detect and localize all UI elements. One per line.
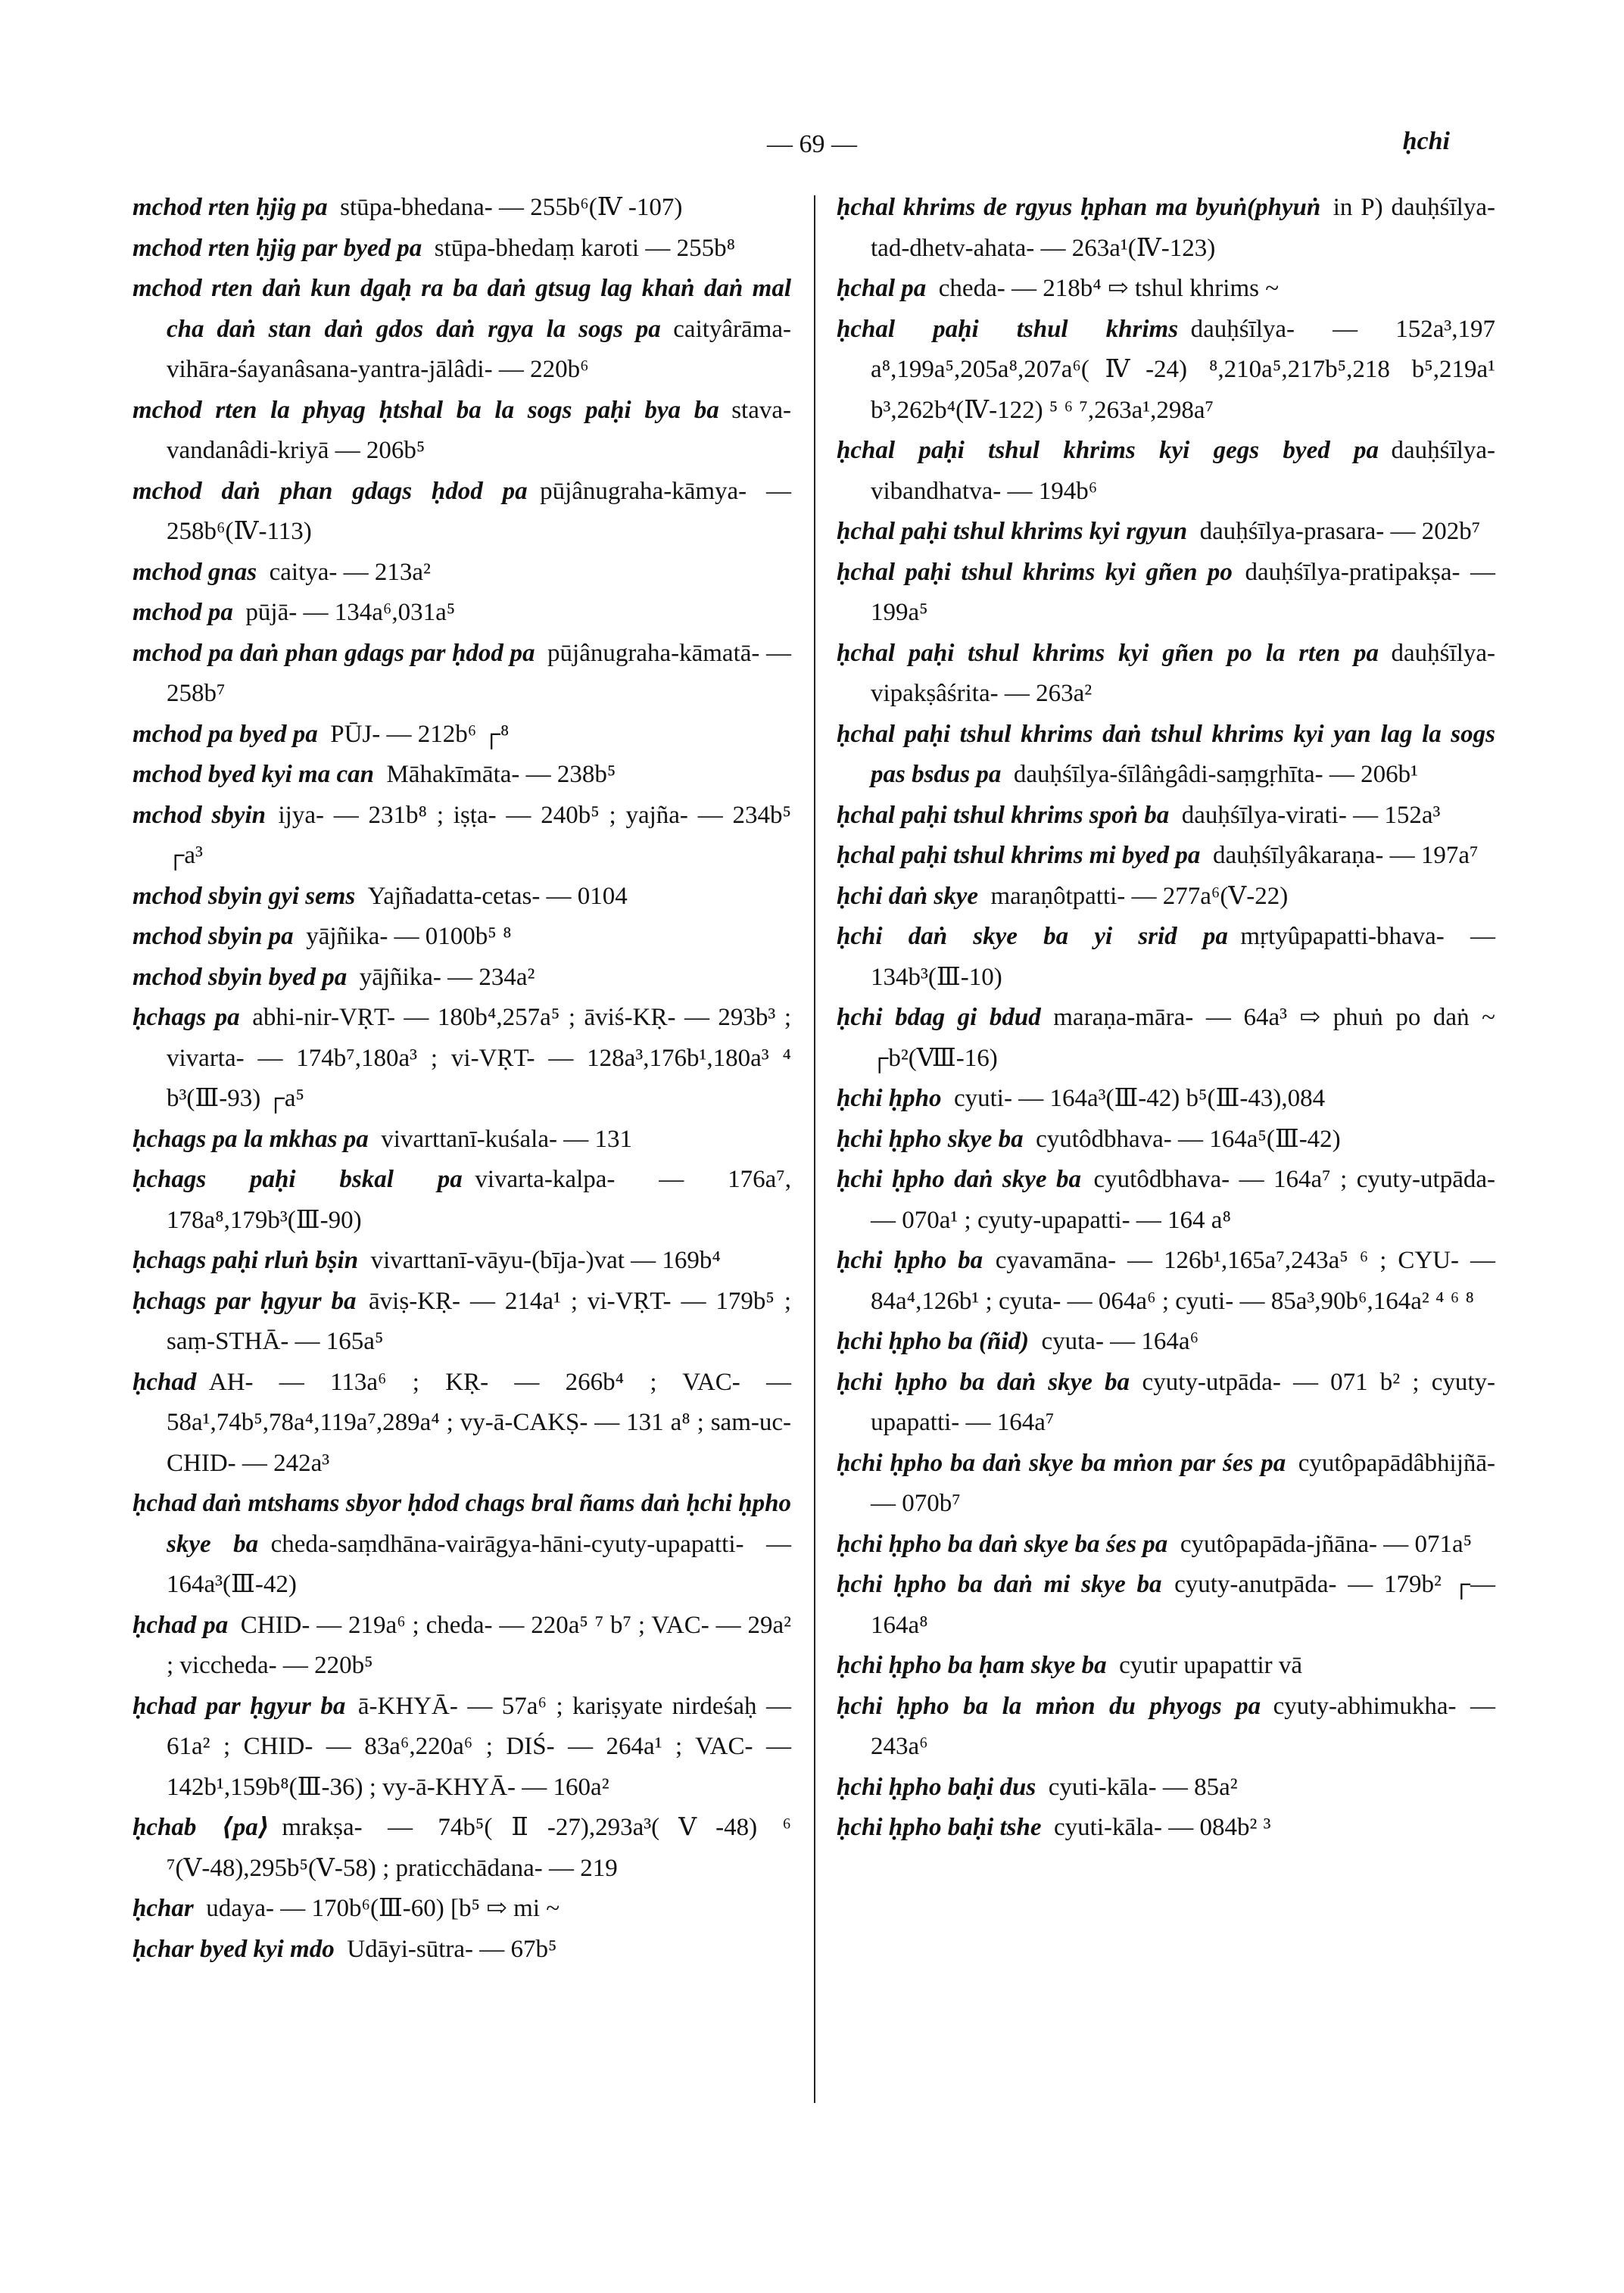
entry-definition: stūpa-bhedaṃ karoti — 255b⁸ (434, 234, 736, 262)
entry-headword: ḥchags pa la mkhas pa (132, 1125, 369, 1153)
entry-headword: ḥchi ḥpho ba daṅ skye ba mṅon par śes pa (837, 1449, 1286, 1477)
dictionary-entry (837, 553, 1495, 634)
entry-definition: CHID- — 219a⁶ ; cheda- — 220a⁵ ⁷ b⁷ ; VAC- — 29a² ; viccheda- — 220b⁵ (167, 1611, 791, 1679)
entry-headword: ḥchad daṅ mtshams sbyor ḥdod chags bral ñams daṅ ḥchi ḥpho skye ba (132, 1490, 791, 1558)
dictionary-entry (837, 188, 1495, 269)
entry-headword: mchod rten ḥjig pa (132, 194, 328, 221)
entry-headword: mchod pa (132, 599, 233, 626)
dictionary-entry (837, 269, 1495, 310)
entry-headword: ḥchad par ḥgyur ba (132, 1692, 346, 1720)
entry-headword: ḥchal paḥi tshul khrims kyi gñen po la rten pa (837, 639, 1379, 667)
entry-headword: ḥchi ḥpho ba ḥam skye ba (837, 1652, 1107, 1679)
entry-headword: mchod sbyin byed pa (132, 963, 348, 991)
entry-definition: cyuti- — 164a³(Ⅲ-42) b⁵(Ⅲ-43),084 (953, 1085, 1326, 1112)
entry-headword: mchod pa daṅ phan gdags par ḥdod pa (132, 639, 535, 667)
entry-headword: mchod sbyin (132, 801, 266, 829)
dictionary-entry (132, 1241, 791, 1282)
dictionary-entry (132, 188, 791, 229)
entry-headword: mchod sbyin gyi sems (132, 882, 356, 910)
dictionary-entry (837, 1565, 1495, 1646)
entry-headword: ḥchar (132, 1895, 194, 1922)
dictionary-entry (837, 1322, 1495, 1363)
entry-headword: ḥchags par ḥgyur ba (132, 1287, 357, 1315)
dictionary-entry (132, 1160, 791, 1241)
entry-definition: cyutir upapattir vā (1119, 1652, 1303, 1679)
entry-definition: ā-KHYĀ- — 57a⁶ ; kariṣyate nirdeśaḥ — 61a² ; CHID- — 83a⁶,220a⁶ ; DIŚ- — 264a¹ ; VAC- — 142b¹,159b⁸(Ⅲ-36) ; vy-ā-KHYĀ- — 160a² (167, 1692, 791, 1801)
entry-definition: cyuty-abhimukha- — 243a⁶ (871, 1692, 1495, 1760)
entry-headword: ḥchi ḥpho ba la mṅon du phyogs pa (837, 1692, 1261, 1720)
entry-headword: ḥchi ḥpho ba daṅ mi skye ba (837, 1571, 1162, 1598)
dictionary-entry (132, 269, 791, 391)
entry-headword: ḥchal paḥi tshul khrims kyi gñen po (837, 558, 1233, 586)
entry-definition: dauḥśīlya-prasara- — 202b⁷ (1199, 518, 1481, 545)
dictionary-entry (837, 1646, 1495, 1687)
entry-headword: ḥchi ḥpho ba daṅ skye ba (837, 1368, 1130, 1396)
entry-headword: ḥchi bdag gi bdud (837, 1004, 1041, 1031)
entry-definition: ijya- — 231b⁸ ; iṣṭa- — 240b⁵ ; yajña- — 234b⁵ ┌a³ (167, 801, 792, 869)
dictionary-entry (837, 1687, 1495, 1768)
entry-definition: mṛtyûpapatti-bhava- — 134b³(Ⅲ-10) (871, 923, 1495, 991)
dictionary-entry (132, 1889, 791, 1930)
entry-definition: dauḥśīlya-pratipakṣa- — 199a⁵ (871, 558, 1495, 626)
dictionary-entry (132, 229, 791, 269)
entry-definition: vivarttanī-kuśala- — 131 (381, 1125, 632, 1153)
entry-definition: cyutôpapādâbhijñā- — 070b⁷ (871, 1449, 1495, 1517)
entry-definition: dauḥśīlya- — 152a³,197 a⁸,199a⁵,205a⁸,207a⁶(Ⅳ-24) ⁸,210a⁵,217b⁵,218 b⁵,219a¹ b³,262b⁴(Ⅳ-122) ⁵ ⁶ ⁷,263a¹,298a⁷ (871, 315, 1495, 424)
entry-definition: cyutôdbhava- — 164a⁵(Ⅲ-42) (1036, 1125, 1341, 1153)
entry-definition: cyuti-kāla- — 084b² ³ (1054, 1814, 1271, 1841)
entry-headword: ḥchags pa (132, 1004, 240, 1031)
dictionary-entry (132, 998, 791, 1120)
entry-headword: ḥchi ḥpho baḥi tshe (837, 1814, 1042, 1841)
dictionary-entry (837, 1363, 1495, 1444)
entry-definition: cyutôpapāda-jñāna- — 071a⁵ (1180, 1530, 1473, 1558)
entry-definition: pūjânugraha-kāmatā- — 258b⁷ (167, 639, 791, 707)
dictionary-entry (837, 1525, 1495, 1566)
entry-definition: vivarta-kalpa- — 176a⁷, 178a⁸,179b³(Ⅲ-90) (167, 1166, 791, 1234)
entry-headword: mchod rten daṅ kun dgaḥ ra ba daṅ gtsug lag khaṅ daṅ mal cha daṅ stan daṅ gdos daṅ rgya la sogs pa (132, 275, 791, 343)
entry-headword: ḥchags paḥi bskal pa (132, 1166, 463, 1193)
entry-headword: ḥchal paḥi tshul khrims daṅ tshul khrims kyi yan lag la sogs pas bsdus pa (837, 720, 1495, 788)
entry-definition: caityârāma-vihāra-śayanâsana-yantra-jālâdi- — 220b⁶ (167, 315, 791, 383)
dictionary-entry (837, 1120, 1495, 1161)
entry-headword: mchod byed kyi ma can (132, 761, 374, 788)
dictionary-entry (837, 431, 1495, 512)
entry-headword: mchod daṅ phan gdags ḥdod pa (132, 477, 528, 505)
dictionary-entry (837, 1079, 1495, 1120)
entry-definition: yājñika- — 234a² (359, 963, 535, 991)
dictionary-entry (132, 1930, 791, 1971)
entry-definition: udaya- — 170b⁶(Ⅲ-60) [b⁵ ⇨ mi ~ (206, 1895, 560, 1922)
dictionary-entry (837, 1160, 1495, 1241)
entry-headword: ḥchags paḥi rluṅ bṣin (132, 1247, 359, 1274)
dictionary-entry (837, 796, 1495, 837)
right-column (837, 188, 1495, 1849)
dictionary-entry (132, 1484, 791, 1606)
entry-definition: cyuty-anutpāda- — 179b² ┌— 164a⁸ (871, 1571, 1495, 1639)
entry-definition: cyutôdbhava- — 164a⁷ ; cyuty-utpāda- — 070a¹ ; cyuty-upapatti- — 164 a⁸ (871, 1166, 1495, 1234)
column-divider (814, 195, 815, 2103)
dictionary-entry (132, 472, 791, 553)
dictionary-entry (837, 998, 1495, 1079)
dictionary-entry (132, 593, 791, 634)
dictionary-entry (132, 877, 791, 918)
entry-definition: AH- — 113a⁶ ; KṚ- — 266b⁴ ; VAC- — 58a¹,74b⁵,78a⁴,119a⁷,289a⁴ ; vy-ā-CAKṢ- — 131 a⁸ ; sam-uc-CHID- — 242a³ (167, 1368, 791, 1477)
entry-headword: ḥchi daṅ skye ba yi srid pa (837, 923, 1228, 950)
dictionary-entry (132, 1282, 791, 1363)
entry-definition: dauḥśīlya-vibandhatva- — 194b⁶ (871, 437, 1495, 505)
left-column (132, 188, 791, 1970)
entry-definition: dauḥśīlya-śīlâṅgâdi-saṃgṛhīta- — 206b¹ (1013, 761, 1418, 788)
entry-headword: ḥchal paḥi tshul khrims mi byed pa (837, 842, 1201, 869)
entry-definition: dauḥśīlya-vipakṣâśrita- — 263a² (871, 639, 1495, 707)
entry-headword: ḥchi ḥpho (837, 1085, 942, 1112)
dictionary-entry (132, 755, 791, 796)
dictionary-entry (837, 634, 1495, 715)
entry-definition: caitya- — 213a² (269, 558, 431, 586)
entry-definition: mrakṣa- — 74b⁵(Ⅱ-27),293a³(Ⅴ-48) ⁶ ⁷(Ⅴ-48),295b⁵(Ⅴ-58) ; praticchādana- — 219 (167, 1814, 791, 1882)
entry-headword: ḥchi ḥpho baḥi dus (837, 1773, 1036, 1801)
entry-definition: dauḥśīlyâkaraṇa- — 197a⁷ (1212, 842, 1479, 869)
entry-definition: cyavamāna- — 126b¹,165a⁷,243a⁵ ⁶ ; CYU- — 84a⁴,126b¹ ; cyuta- — 064a⁶ ; cyuti- — 85a³,90b⁶,164a² ⁴ ⁶ ⁸ (871, 1247, 1495, 1315)
entry-headword: mchod rten ḥjig par byed pa (132, 234, 422, 262)
entry-definition: stūpa-bhedana- — 255b⁶(Ⅳ -107) (340, 194, 683, 221)
dictionary-entry (837, 1808, 1495, 1849)
entry-definition: vivarttanī-vāyu-(bīja-)vat — 169b⁴ (370, 1247, 721, 1274)
dictionary-entry (132, 1120, 791, 1161)
dictionary-entry (837, 877, 1495, 918)
entry-headword: mchod sbyin pa (132, 923, 294, 950)
entry-headword: ḥchad pa (132, 1611, 229, 1639)
entry-definition: maraṇa-māra- — 64a³ ⇨ phuṅ po daṅ ~ ┌b²(Ⅷ-16) (871, 1004, 1495, 1072)
entry-definition: Yajñadatta-cetas- — 0104 (367, 882, 628, 910)
entry-headword: ḥchi daṅ skye (837, 882, 979, 910)
entry-definition: Udāyi-sūtra- — 67b⁵ (347, 1935, 557, 1963)
entry-headword: ḥchal paḥi tshul khrims (837, 315, 1179, 343)
entry-headword: ḥchal paḥi tshul khrims spoṅ ba (837, 801, 1170, 829)
entry-definition: pūjā- — 134a⁶,031a⁵ (245, 599, 456, 626)
dictionary-entry (132, 1606, 791, 1687)
dictionary-entry (132, 634, 791, 715)
entry-definition: cyuty-utpāda- — 071 b² ; cyuty-upapatti- — 164a⁷ (871, 1368, 1495, 1436)
dictionary-entry (132, 553, 791, 594)
entry-headword: mchod rten la phyag ḥtshal ba la sogs paḥi bya ba (132, 396, 719, 424)
entry-definition: cyuta- — 164a⁶ (1041, 1328, 1199, 1355)
entry-headword: ḥchal khrims de rgyus ḥphan ma byuṅ(phyuṅ (837, 194, 1321, 221)
entry-definition: yājñika- — 0100b⁵ ⁸ (306, 923, 512, 950)
entry-headword: ḥchal paḥi tshul khrims kyi gegs byed pa (837, 437, 1379, 464)
entry-definition: cyuti-kāla- — 85a² (1048, 1773, 1238, 1801)
entry-headword: ḥchi ḥpho ba daṅ skye ba śes pa (837, 1530, 1168, 1558)
entry-definition: maraṇôtpatti- — 277a⁶(Ⅴ-22) (990, 882, 1289, 910)
dictionary-entry (837, 715, 1495, 796)
dictionary-entry (132, 1363, 791, 1485)
entry-definition: dauḥśīlya-virati- — 152a³ (1181, 801, 1441, 829)
entry-headword: ḥchad (132, 1368, 197, 1396)
entry-definition: in P) dauḥśīlya-tad-dhetv-ahata- — 263a¹(Ⅳ-123) (871, 194, 1495, 262)
entry-definition: āviṣ-KṚ- — 214a¹ ; vi-VṚT- — 179b⁵ ; saṃ-STHĀ- — 165a⁵ (167, 1287, 792, 1355)
page-number: — 69 — (767, 130, 857, 158)
entry-definition: cheda- — 218b⁴ ⇨ tshul khrims ~ (938, 275, 1280, 302)
entry-headword: ḥchab ⟨pa⟩ (132, 1814, 270, 1841)
entry-definition: PŪJ- — 212b⁶ ┌⁸ (330, 720, 510, 748)
dictionary-entry (132, 917, 791, 958)
dictionary-entry (132, 391, 791, 472)
dictionary-entry (132, 1687, 791, 1809)
dictionary-entry (837, 512, 1495, 553)
entry-definition: stava-vandanâdi-kriyā — 206b⁵ (167, 396, 791, 464)
entry-definition: cheda-saṃdhāna-vairāgya-hāni-cyuty-upapatti- — 164a³(Ⅲ-42) (167, 1530, 791, 1598)
dictionary-entry (837, 310, 1495, 431)
dictionary-entry (837, 1241, 1495, 1322)
entry-headword: ḥchar byed kyi mdo (132, 1935, 335, 1963)
dictionary-entry (837, 1768, 1495, 1809)
dictionary-entry (837, 917, 1495, 998)
entry-definition: Māhakīmāta- — 238b⁵ (386, 761, 616, 788)
dictionary-entry (132, 1808, 791, 1889)
entry-headword: mchod pa byed pa (132, 720, 318, 748)
entry-headword: ḥchal pa (837, 275, 927, 302)
entry-definition: abhi-nir-VṚT- — 180b⁴,257a⁵ ; āviś-KṚ- — 293b³ ; vivarta- — 174b⁷,180a³ ; vi-VṚT- — 128a³,176b¹,180a³ ⁴ b³(Ⅲ-93) ┌a⁵ (167, 1004, 791, 1112)
entry-headword: ḥchi ḥpho ba (ñid) (837, 1328, 1029, 1355)
entry-headword: mchod gnas (132, 558, 257, 586)
running-head: ḥchi (1402, 127, 1450, 155)
dictionary-entry (132, 796, 791, 877)
entry-headword: ḥchi ḥpho skye ba (837, 1125, 1024, 1153)
entry-headword: ḥchi ḥpho daṅ skye ba (837, 1166, 1082, 1193)
dictionary-entry (132, 958, 791, 999)
dictionary-entry (837, 836, 1495, 877)
entry-headword: ḥchi ḥpho ba (837, 1247, 983, 1274)
dictionary-entry (132, 715, 791, 756)
entry-definition: pūjânugraha-kāmya- — 258b⁶(Ⅳ-113) (167, 477, 791, 545)
entry-headword: ḥchal paḥi tshul khrims kyi rgyun (837, 518, 1188, 545)
dictionary-entry (837, 1444, 1495, 1525)
